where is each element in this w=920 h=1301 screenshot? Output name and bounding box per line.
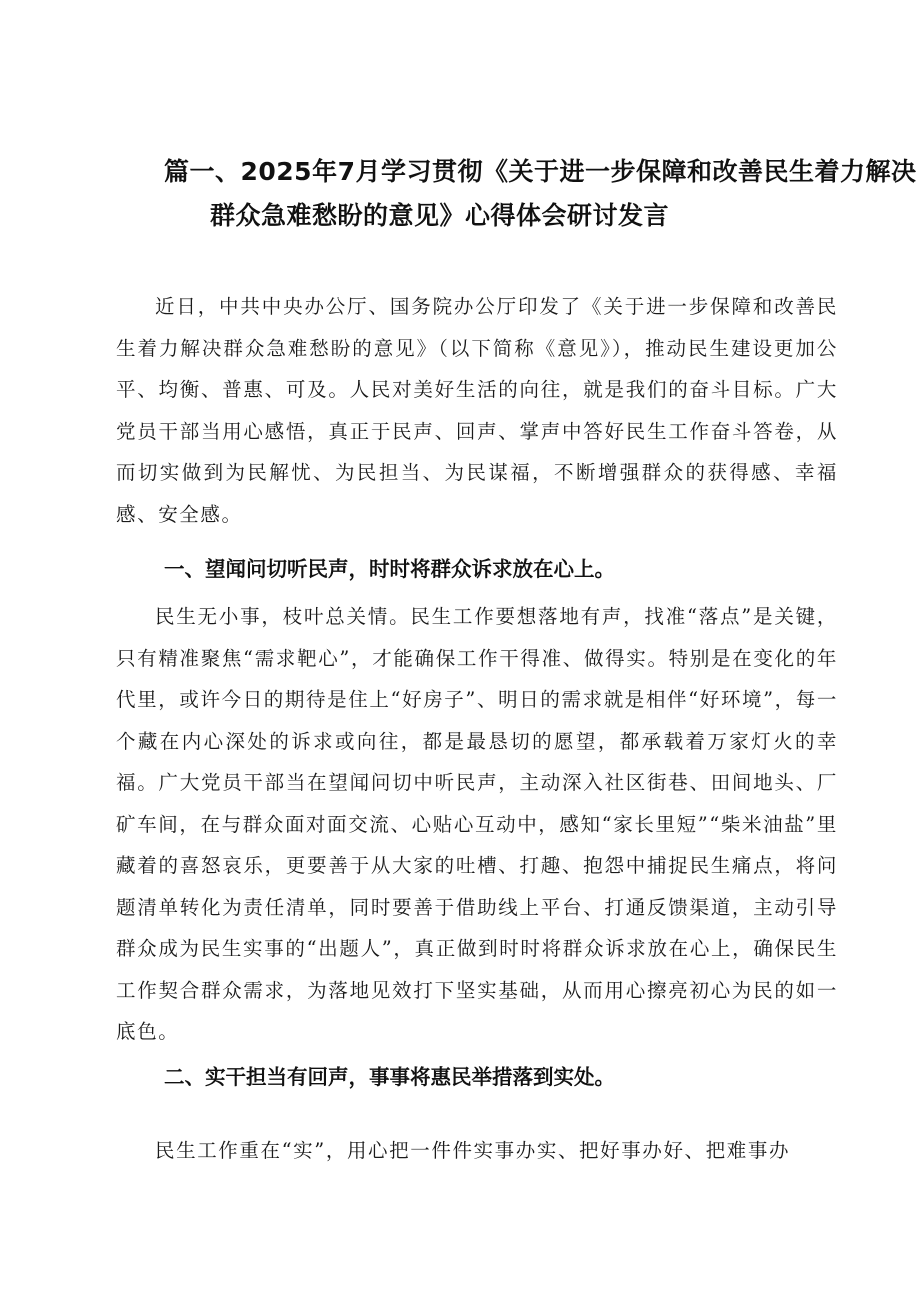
- document-title: [120, 150, 917, 238]
- intro-paragraph-block: [116, 286, 838, 535]
- section-1-paragraph: 民生无小事，枝叶总关情。民生工作要想落地有声，找准“落点”是关键，只有精准聚焦“需求靶心”，才能确保工作干得准、做得实。特别是在变化的年代里，或许今日的期待是住上“好房子”、明日的需求就是相伴“好环境”，每一个藏在内心深处的诉求或向往，都是最恳切的愿望，都承载着万家灯火的幸福。广大党员干部当在望闻问切中听民声，主动深入社区街巷、田间地头、厂矿车间，在与群众面对面交流、心贴心互动中，感知“家长里短”“柴米油盐”里藏着的喜怒哀乐，更要善于从大家的吐槽、打趣、抱怨中捕捉民生痛点，将问题清单转化为责任清单，同时要善于借助线上平台、打通反馈渠道，主动引导群众成为民生实事的“出题人”，真正做到时时将群众诉求放在心上，确保民生工作契合群众需求，为落地见效打下坚实基础，从而用心擦亮初心为民的如一底色。: [116, 605, 838, 1043]
- section-2-paragraph: 民生工作重在“实”，用心把一件件实事办实、把好事办好、把难事办: [155, 1139, 791, 1162]
- section-1-paragraph-block: [116, 596, 838, 1053]
- section-1-heading: 一、望闻问切听民声，时时将群众诉求放在心上。: [164, 557, 615, 581]
- title-line-1: 篇一、2025年7月学习贯彻《关于进一步保障和改善民生着力解决: [164, 157, 917, 186]
- title-line-2: 群众急难愁盼的意见》心得体会研讨发言: [210, 201, 670, 230]
- section-2-paragraph-block: [116, 1130, 838, 1172]
- intro-paragraph: 近日，中共中央办公厅、国务院办公厅印发了《关于进一步保障和改善民生着力解决群众急难愁盼的意见》（以下简称《意见》），推动民生建设更加公平、均衡、普惠、可及。人民对美好生活的向往，就是我们的奋斗目标。广大党员干部当用心感悟，真正于民声、回声、掌声中答好民生工作奋斗答卷，从而切实做到为民解忧、为民担当、为民谋福，不断增强群众的获得感、幸福感、安全感。: [116, 295, 838, 526]
- section-2-heading: 二、实干担当有回声，事事将惠民举措落到实处。: [164, 1065, 615, 1089]
